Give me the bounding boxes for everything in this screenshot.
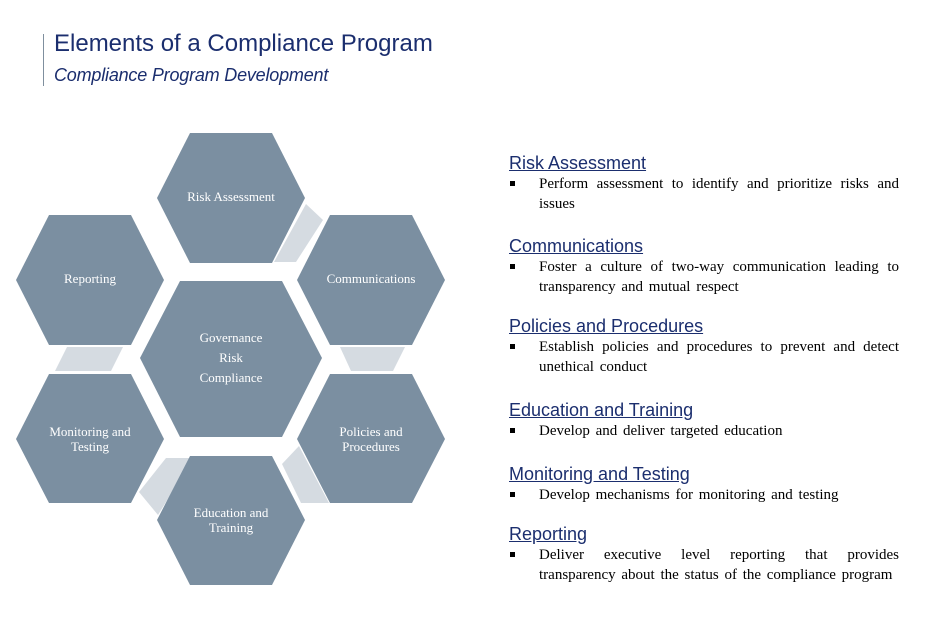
section-risk-assessment	[509, 152, 899, 214]
bullet-text: Foster a culture of two-way communication leading to transparency and mutual respect	[539, 259, 899, 295]
bullet-square-icon	[510, 552, 515, 557]
section-bullet	[509, 338, 899, 377]
bullet-text: Perform assessment to identify and prioritize risks and issues	[539, 176, 899, 212]
section-bullet	[509, 546, 899, 585]
hex-label-policies-2: Procedures	[342, 439, 400, 454]
section-title: Communications	[509, 236, 644, 256]
hex-label-reporting: Reporting	[64, 271, 116, 286]
hex-label-policies-1: Policies and	[339, 424, 403, 439]
page-title: Elements of a Compliance Program	[54, 30, 433, 57]
section-bullet	[509, 175, 899, 214]
section-education-training	[509, 399, 899, 442]
hex-label-communications: Communications	[326, 271, 416, 286]
bullet-square-icon	[510, 264, 515, 269]
bullet-text: Develop and deliver targeted education	[539, 423, 783, 439]
bullet-square-icon	[510, 181, 515, 186]
section-title: Monitoring and Testing	[509, 464, 690, 484]
page-subtitle: Compliance Program Development	[54, 65, 329, 85]
hex-label-education-2: Training	[208, 520, 254, 535]
section-bullet	[509, 422, 899, 442]
section-bullet	[509, 258, 899, 297]
section-policies-procedures	[509, 315, 899, 377]
section-title: Education and Training	[509, 400, 694, 420]
section-title: Policies and Procedures	[509, 316, 704, 336]
section-communications	[509, 235, 899, 297]
hex-label-risk-assessment: Risk Assessment	[187, 189, 275, 204]
center-label-compliance: Compliance	[199, 370, 263, 385]
section-bullet	[509, 486, 899, 506]
connector-monitoring-reporting	[55, 347, 123, 371]
connector-comm-policies	[340, 347, 405, 371]
bullet-text: Establish policies and procedures to prevent and detect unethical conduct	[539, 339, 899, 375]
bullet-square-icon	[510, 344, 515, 349]
bullet-text: Deliver executive level reporting that provides transparency about the status of the compliance program	[539, 547, 899, 583]
center-label-risk: Risk	[219, 350, 243, 365]
section-title: Reporting	[509, 524, 588, 544]
hex-label-education-1: Education and	[193, 505, 269, 520]
bullet-square-icon	[510, 492, 515, 497]
hex-label-monitoring-2: Testing	[70, 439, 110, 454]
bullet-text: Develop mechanisms for monitoring and testing	[539, 487, 839, 503]
section-title: Risk Assessment	[509, 153, 647, 173]
center-label-governance: Governance	[199, 330, 263, 345]
bullet-square-icon	[510, 428, 515, 433]
hex-label-monitoring-1: Monitoring and	[49, 424, 131, 439]
section-monitoring-testing	[509, 463, 899, 506]
section-reporting	[509, 523, 899, 585]
